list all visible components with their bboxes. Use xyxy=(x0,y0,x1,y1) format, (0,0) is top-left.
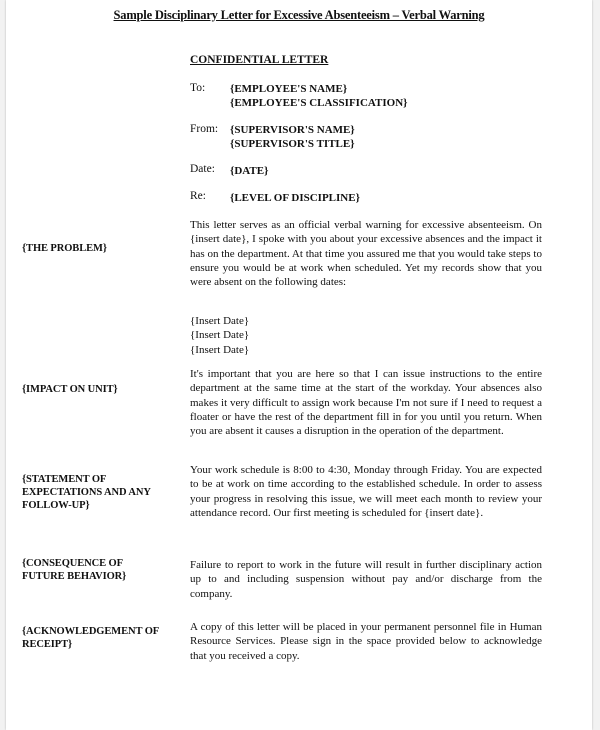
section-label-consequence: {CONSEQUENCE OF FUTURE BEHAVIOR} xyxy=(22,558,127,582)
document-page xyxy=(6,0,592,730)
absence-date: {Insert Date} xyxy=(190,343,250,356)
supervisor-title: {SUPERVISOR'S TITLE} xyxy=(230,138,355,150)
absence-date: {Insert Date} xyxy=(190,315,250,327)
section-label-acknowledgement: {ACKNOWLEDGEMENT OF RECEIPT} xyxy=(22,626,159,650)
date-value: {DATE} xyxy=(230,165,269,177)
section-text-impact: It's important that you are here so that I can issue instructions to the entire department at the same time at the start of the workday. Your absences also makes it very difficult to assign work because I'm not sure if I need to request a floater or have the rest of the department fill in for you until you return. When you are absent it causes a disruption in the operation of the department. xyxy=(190,368,542,438)
re-label: Re: xyxy=(190,190,206,202)
section-label-impact: {IMPACT ON UNIT} xyxy=(22,384,118,395)
to-label: To: xyxy=(190,82,206,94)
section-label-expectations: {STATEMENT OF EXPECTATIONS AND ANY FOLLOW-UP} xyxy=(22,474,151,511)
section-label-problem: {THE PROBLEM} xyxy=(22,243,107,254)
to-block xyxy=(230,82,407,110)
from-block xyxy=(230,123,355,151)
section-text-acknowledgement: A copy of this letter will be placed in your permanent personnel file in Human Resource Services. Please sign in the space provided below to acknowledge that you received a copy. xyxy=(190,621,542,662)
from-label: From: xyxy=(190,123,219,135)
document-title: Sample Disciplinary Letter for Excessive Absenteeism – Verbal Warning xyxy=(113,8,485,22)
absence-date: {Insert Date} xyxy=(190,329,250,342)
supervisor-name: {SUPERVISOR'S NAME} xyxy=(230,124,355,136)
section-text-problem: This letter serves as an official verbal warning for excessive absenteeism. On {insert date}, I spoke with you about your excessive absences and the impact it has on the department. At that time you assured me that you would take steps to ensure you would be at work when scheduled. Yet my records show that you were absent on the following dates: xyxy=(190,219,542,289)
section-text-expectations: Your work schedule is 8:00 to 4:30, Monday through Friday. You are expected to be at work on time according to the established schedule. In order to assess your progress in resolving this issue, we will meet each month to review your attendance record. Our first meeting is scheduled for {insert date}. xyxy=(190,464,542,519)
section-text-consequence: Failure to report to work in the future will result in further disciplinary action up to and including suspension without pay and/or discharge from the company. xyxy=(190,559,542,600)
absence-dates-list xyxy=(190,314,249,357)
date-label: Date: xyxy=(190,163,215,175)
confidential-heading: CONFIDENTIAL LETTER xyxy=(190,54,329,66)
re-value: {LEVEL OF DISCIPLINE} xyxy=(230,192,360,204)
employee-classification: {EMPLOYEE'S CLASSIFICATION} xyxy=(230,97,408,109)
employee-name: {EMPLOYEE'S NAME} xyxy=(230,83,348,95)
